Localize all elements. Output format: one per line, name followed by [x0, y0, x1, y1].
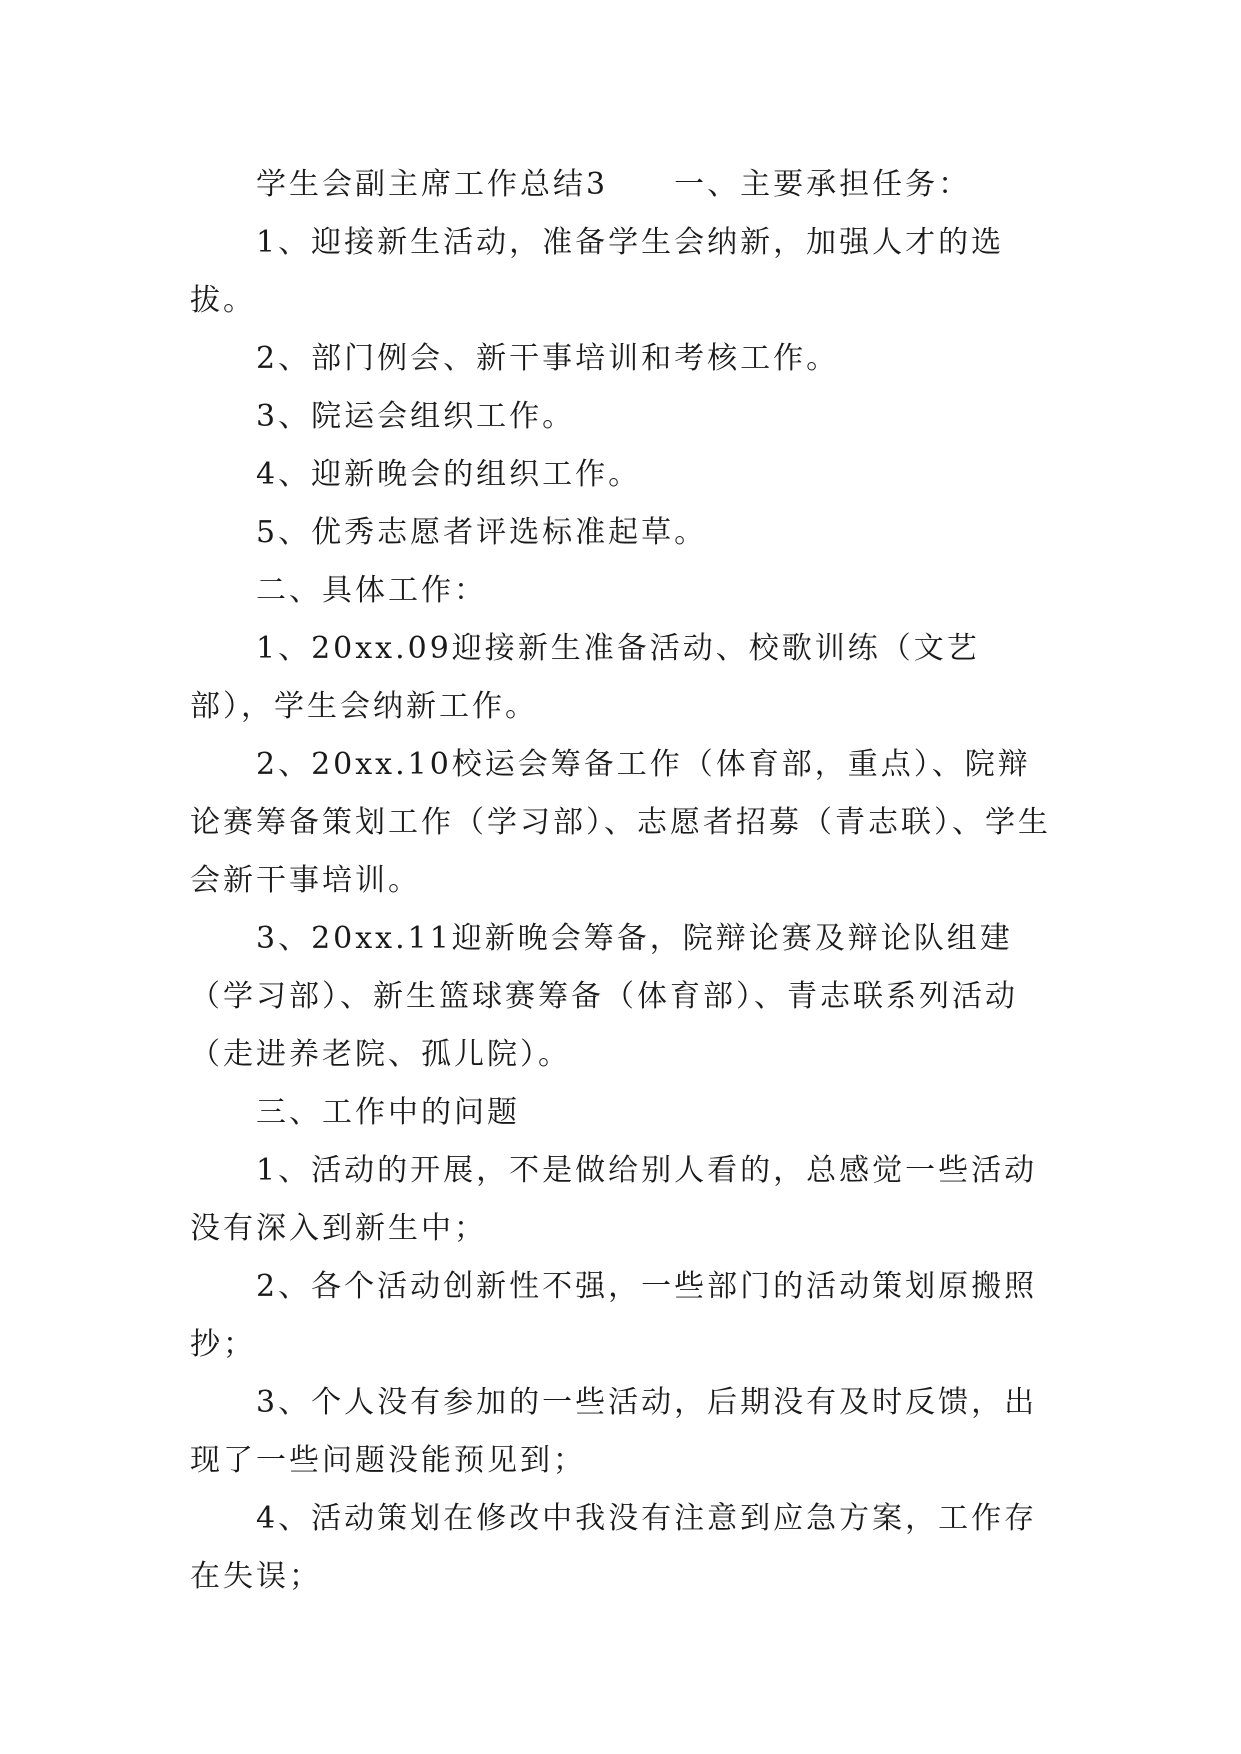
task-item-3: 3、院运会组织工作。	[256, 399, 576, 434]
problem-item-3: 3、个人没有参加的一些活动，后期没有及时反馈，出现了一些问题没能预见到；	[190, 1385, 1038, 1478]
task-item-4: 4、迎新晚会的组织工作。	[256, 457, 642, 492]
problem-item-2: 2、各个活动创新性不强，一些部门的活动策划原搬照抄；	[190, 1269, 1038, 1362]
document-title-line: 学生会副主席工作总结3 一、主要承担任务：	[256, 167, 972, 202]
section-heading-problems: 三、工作中的问题	[256, 1095, 520, 1130]
task-item-5: 5、优秀志愿者评选标准起草。	[256, 515, 708, 550]
section-heading-specific-work: 二、具体工作：	[256, 573, 487, 608]
work-item-2: 2、20xx.10校运会筹备工作（体育部，重点）、院辩论赛筹备策划工作（学习部）、志愿者招募（青志联）、学生会新干事培训。	[190, 747, 1051, 898]
problem-item-1: 1、活动的开展，不是做给别人看的，总感觉一些活动没有深入到新生中；	[190, 1153, 1038, 1246]
document-body	[190, 156, 1060, 1606]
work-item-1: 1、20xx.09迎接新生准备活动、校歌训练（文艺部），学生会纳新工作。	[190, 631, 980, 724]
problem-item-4: 4、活动策划在修改中我没有注意到应急方案，工作存在失误；	[190, 1501, 1038, 1594]
task-item-1: 1、迎接新生活动，准备学生会纳新，加强人才的选拔。	[190, 225, 1005, 318]
task-item-2: 2、部门例会、新干事培训和考核工作。	[256, 341, 840, 376]
work-item-3: 3、20xx.11迎新晚会筹备，院辩论赛及辩论队组建（学习部）、新生篮球赛筹备（体育部）、青志联系列活动（走进养老院、孤儿院）。	[190, 921, 1018, 1072]
